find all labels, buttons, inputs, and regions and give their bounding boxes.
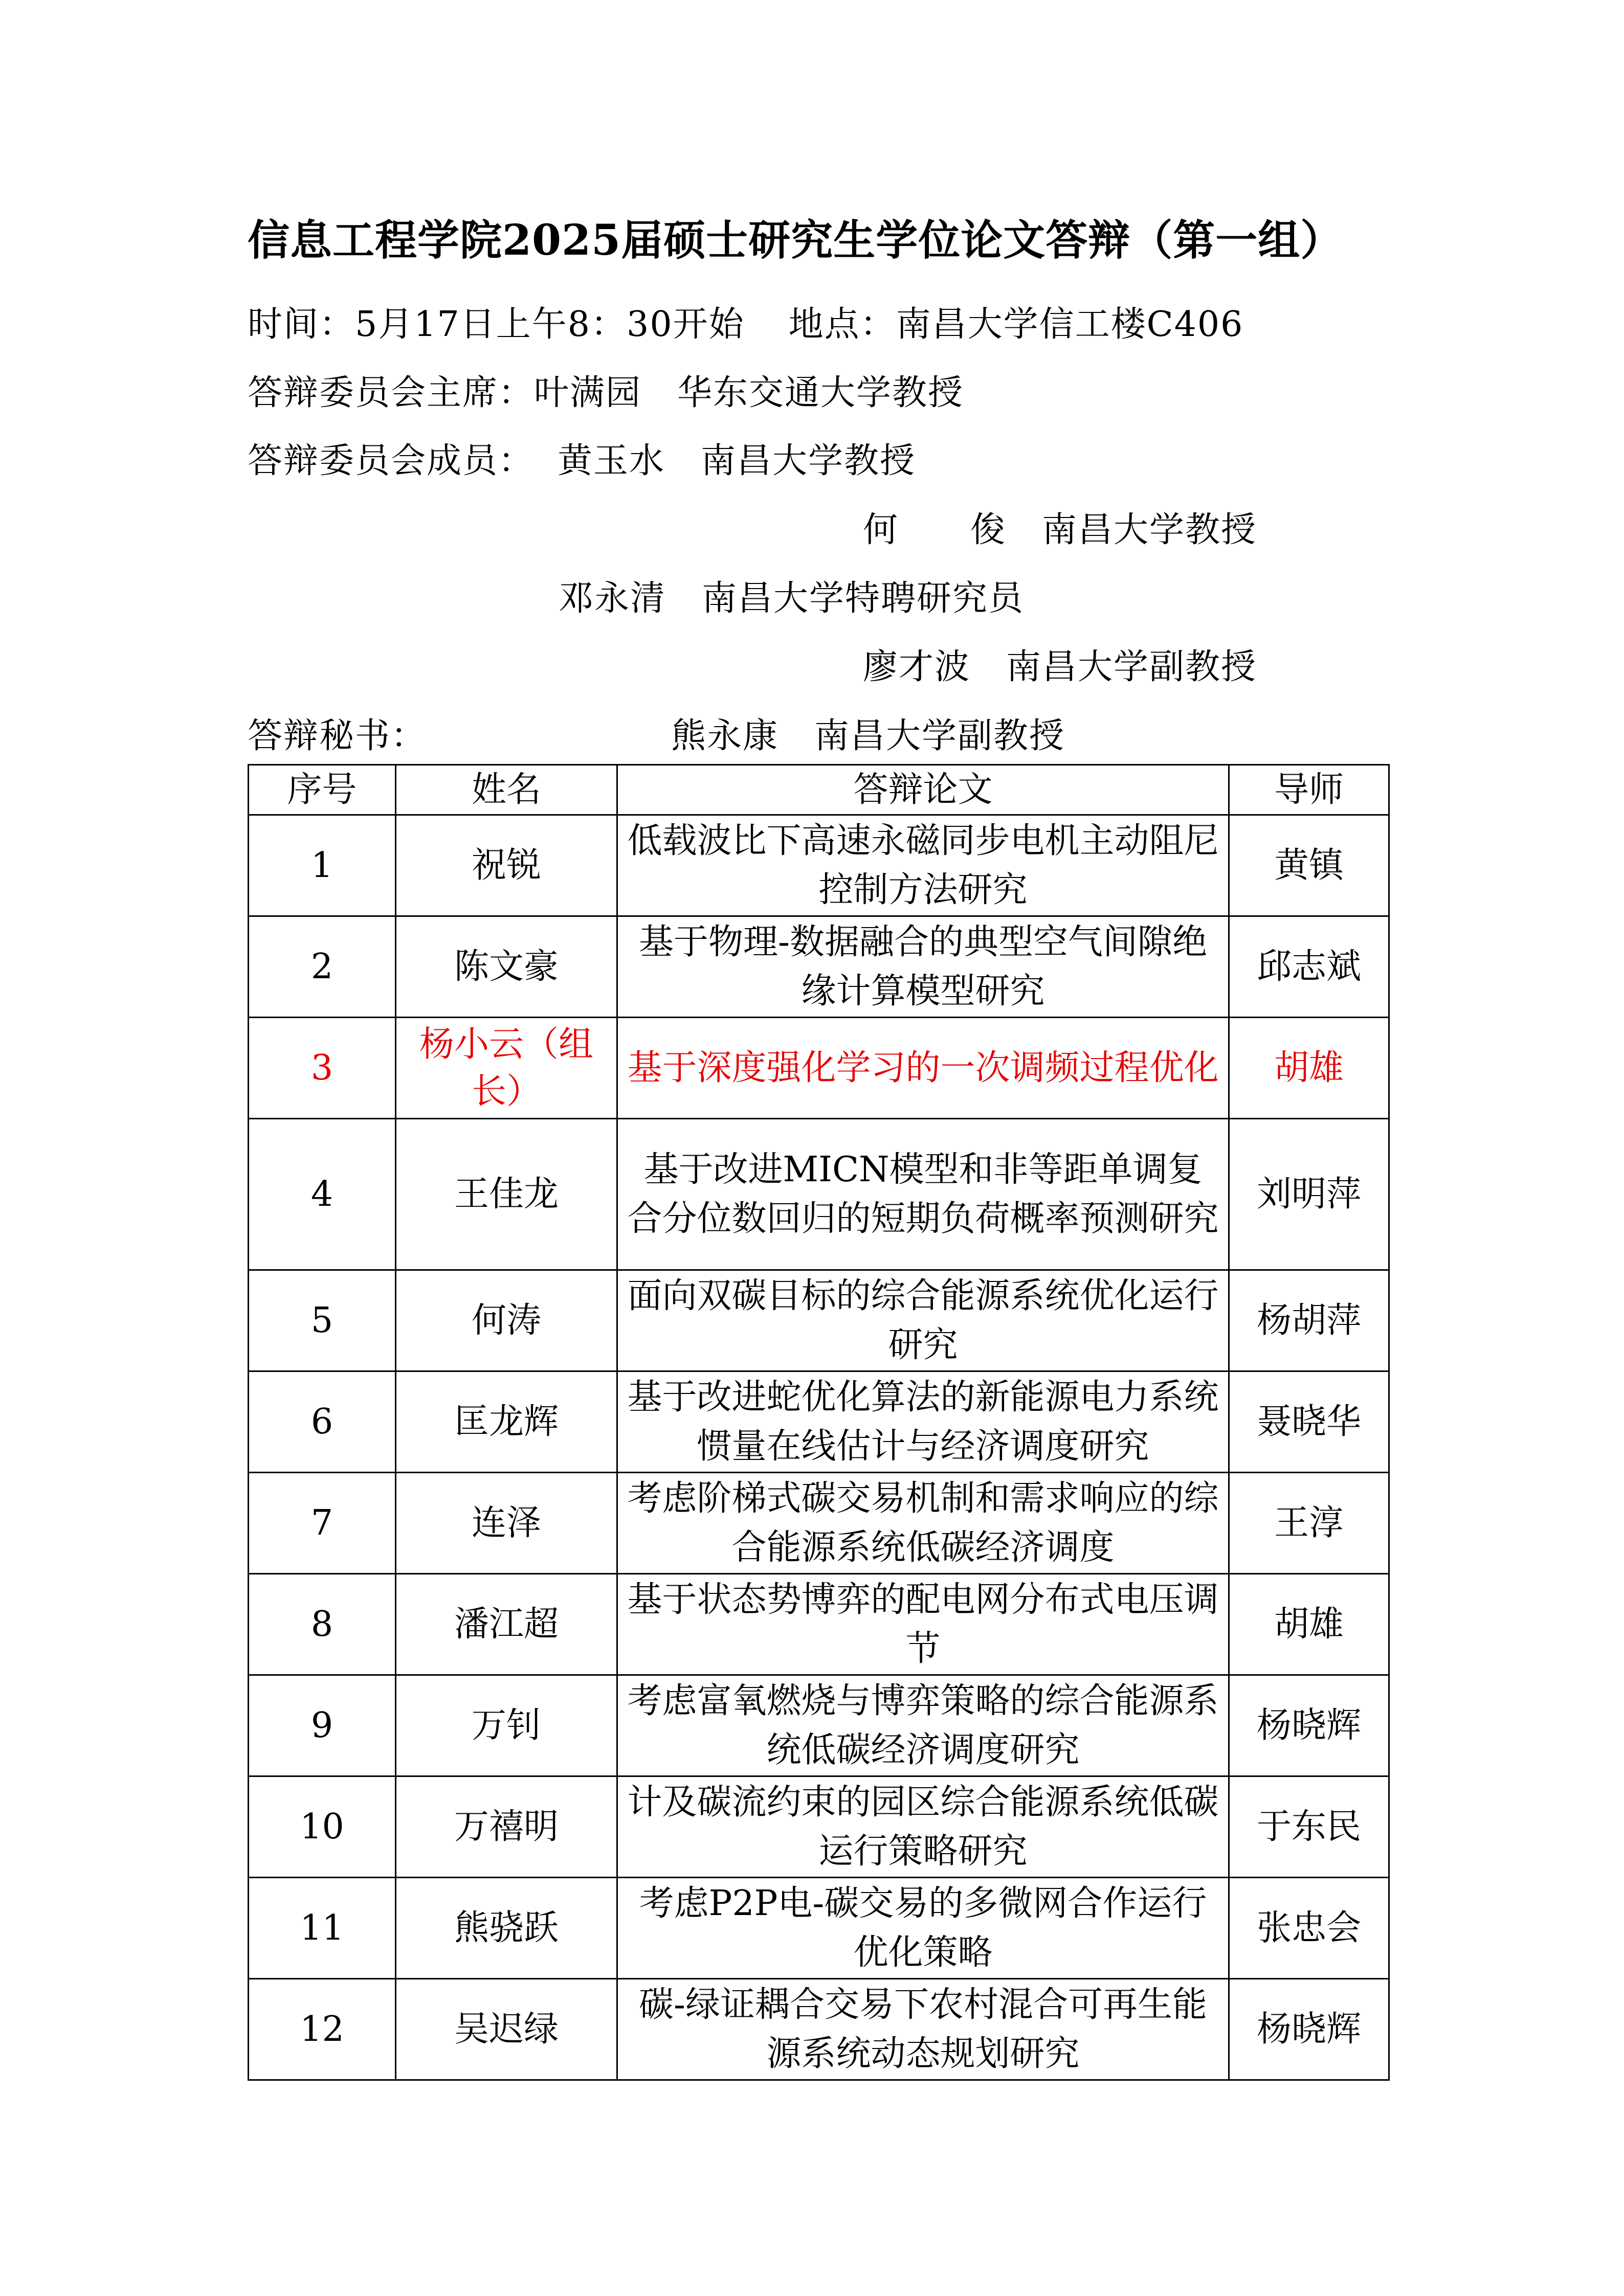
student-name: 万禧明 — [396, 1776, 617, 1878]
time-place-line — [248, 302, 1243, 348]
header-number: 序号 — [249, 765, 396, 815]
student-name: 匡龙辉 — [396, 1371, 617, 1473]
student-name: 何涛 — [396, 1270, 617, 1371]
secretary-line — [248, 713, 1065, 759]
thesis-title: 基于改进MICN模型和非等距单调复合分位数回归的短期负荷概率预测研究 — [617, 1119, 1229, 1270]
advisor-name: 黄镇 — [1229, 815, 1389, 916]
thesis-title: 基于深度强化学习的一次调频过程优化 — [617, 1018, 1229, 1119]
table-row — [249, 1878, 1389, 1979]
chair-label: 答辩委员会主席： — [248, 373, 535, 413]
advisor-name: 杨胡萍 — [1229, 1270, 1389, 1371]
defense-schedule-table — [248, 764, 1390, 2081]
table-row — [249, 1371, 1389, 1473]
row-number: 1 — [249, 815, 396, 916]
table-row — [249, 916, 1389, 1018]
table-row-leader — [249, 1018, 1389, 1119]
members-label: 答辩委员会成员： — [248, 441, 535, 481]
student-name: 吴迟绿 — [396, 1979, 617, 2080]
table-row — [249, 1574, 1389, 1675]
student-name: 杨小云（组长） — [396, 1018, 617, 1119]
advisor-name: 杨晓辉 — [1229, 1675, 1389, 1776]
thesis-title: 考虑P2P电-碳交易的多微网合作运行优化策略 — [617, 1878, 1229, 1979]
row-number: 12 — [249, 1979, 396, 2080]
student-name: 万钊 — [396, 1675, 617, 1776]
page-title: 信息工程学院2025届硕士研究生学位论文答辩（第一组） — [248, 216, 1343, 265]
thesis-title: 考虑富氧燃烧与博弈策略的综合能源系统低碳经济调度研究 — [617, 1675, 1229, 1776]
advisor-name: 胡雄 — [1229, 1574, 1389, 1675]
place-text: 地点：南昌大学信工楼C406 — [788, 304, 1244, 345]
row-number: 10 — [249, 1776, 396, 1878]
header-name: 姓名 — [396, 765, 617, 815]
student-name: 潘江超 — [396, 1574, 617, 1675]
thesis-title: 低载波比下高速永磁同步电机主动阻尼控制方法研究 — [617, 815, 1229, 916]
table-row — [249, 1776, 1389, 1878]
thesis-title: 考虑阶梯式碳交易机制和需求响应的综合能源系统低碳经济调度 — [617, 1473, 1229, 1574]
student-name: 连泽 — [396, 1473, 617, 1574]
advisor-name: 聂晓华 — [1229, 1371, 1389, 1473]
thesis-title: 基于改进蛇优化算法的新能源电力系统惯量在线估计与经济调度研究 — [617, 1371, 1229, 1473]
header-thesis: 答辩论文 — [617, 765, 1229, 815]
table-row — [249, 1979, 1389, 2080]
thesis-title: 基于物理-数据融合的典型空气间隙绝缘计算模型研究 — [617, 916, 1229, 1018]
member-item: 廖才波 南昌大学副教授 — [863, 647, 1257, 687]
table-row — [249, 1119, 1389, 1270]
member-item: 何 俊 南昌大学教授 — [863, 510, 1257, 550]
advisor-name: 胡雄 — [1229, 1018, 1389, 1119]
table-row — [249, 1270, 1389, 1371]
chair-value: 叶满园 华东交通大学教授 — [534, 373, 964, 413]
member-item: 邓永清 南昌大学特聘研究员 — [559, 578, 1025, 619]
row-number: 11 — [249, 1878, 396, 1979]
row-number: 3 — [249, 1018, 396, 1119]
advisor-name: 于东民 — [1229, 1776, 1389, 1878]
secretary-value: 熊永康 南昌大学副教授 — [671, 716, 1065, 756]
row-number: 8 — [249, 1574, 396, 1675]
table-row — [249, 815, 1389, 916]
row-number: 2 — [249, 916, 396, 1018]
time-text: 时间：5月17日上午8：30开始 — [248, 304, 745, 345]
row-number: 6 — [249, 1371, 396, 1473]
advisor-name: 王淳 — [1229, 1473, 1389, 1574]
header-advisor: 导师 — [1229, 765, 1389, 815]
student-name: 王佳龙 — [396, 1119, 617, 1270]
secretary-label: 答辩秘书： — [248, 716, 427, 756]
advisor-name: 张忠会 — [1229, 1878, 1389, 1979]
advisor-name: 邱志斌 — [1229, 916, 1389, 1018]
thesis-title: 面向双碳目标的综合能源系统优化运行研究 — [617, 1270, 1229, 1371]
advisor-name: 杨晓辉 — [1229, 1979, 1389, 2080]
thesis-title: 碳-绿证耦合交易下农村混合可再生能源系统动态规划研究 — [617, 1979, 1229, 2080]
chair-line — [248, 370, 964, 416]
members-line — [248, 438, 916, 484]
row-number: 9 — [249, 1675, 396, 1776]
student-name: 祝锐 — [396, 815, 617, 916]
thesis-title: 计及碳流约束的园区综合能源系统低碳运行策略研究 — [617, 1776, 1229, 1878]
member-item: 黄玉水 南昌大学教授 — [558, 441, 916, 481]
table-row — [249, 1675, 1389, 1776]
table-row — [249, 1473, 1389, 1574]
student-name: 熊骁跃 — [396, 1878, 617, 1979]
row-number: 5 — [249, 1270, 396, 1371]
student-name: 陈文豪 — [396, 916, 617, 1018]
advisor-name: 刘明萍 — [1229, 1119, 1389, 1270]
row-number: 4 — [249, 1119, 396, 1270]
table-header-row — [249, 765, 1389, 815]
thesis-title: 基于状态势博弈的配电网分布式电压调节 — [617, 1574, 1229, 1675]
row-number: 7 — [249, 1473, 396, 1574]
